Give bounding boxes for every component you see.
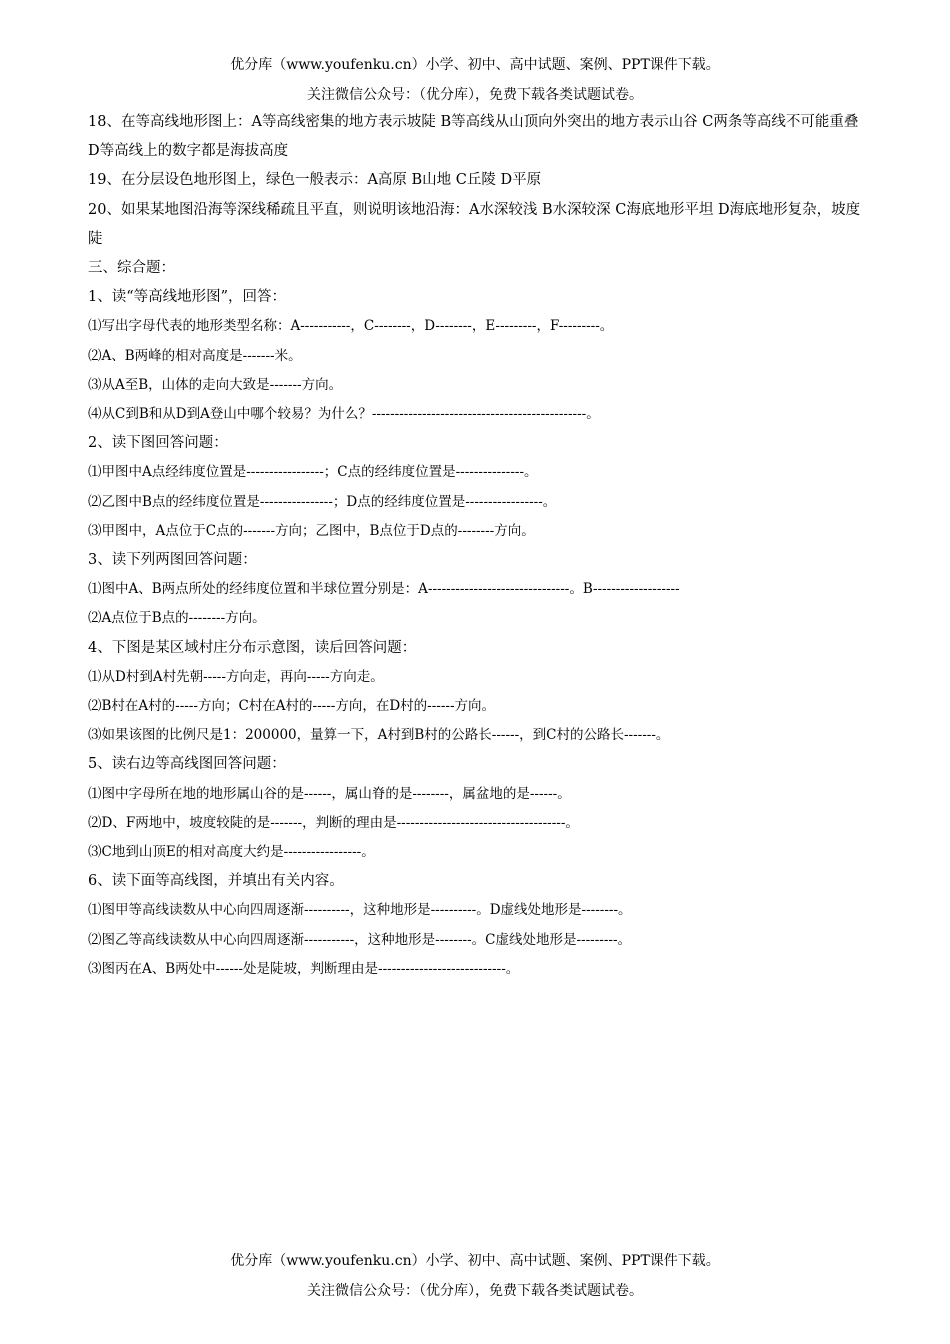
problem-6-part-1: ⑴图甲等高线读数从中心向四周逐渐----------，这种地形是----------。D虚线处地形是--------。 [88, 902, 632, 919]
footer-line-1: 优分库（www.youfenku.cn）小学、初中、高中试题、案例、PPT课件下载。 [230, 1253, 720, 1269]
problem-5-part-3: ⑶C地到山顶E的相对高度大约是-----------------。 [88, 844, 375, 861]
problem-4-part-1: ⑴从D村到A村先朝-----方向走，再向-----方向走。 [88, 668, 384, 685]
problem-2-part-1: ⑴甲图中A点经纬度位置是-----------------；C点的经纬度位置是---------------。 [88, 464, 538, 481]
problem-1-part-2: ⑵A、B两峰的相对高度是-------米。 [88, 347, 302, 364]
section-heading: 三、综合题： [88, 260, 175, 277]
footer-line-2: 关注微信公众号：（优分库），免费下载各类试题试卷。 [307, 1283, 643, 1299]
problem-5-part-2: ⑵D、F两地中，坡度较陡的是-------，判断的理由是-------------------------------------。 [88, 814, 579, 831]
problem-3-title: 3、读下列两图回答问题： [88, 552, 257, 569]
problem-6-part-3: ⑶图丙在A、B两处中------处是陡坡，判断理由是----------------------------。 [88, 960, 520, 977]
document-body [88, 108, 868, 984]
problem-1-part-4: ⑷从C到B和从D到A登山中哪个较易？为什么？-----------------------------------------------。 [88, 406, 600, 423]
problem-5-part-1: ⑴图中字母所在地的地形属山谷的是------，属山脊的是--------，属盆地的是------。 [88, 785, 571, 802]
problem-1-part-3: ⑶从A至B，山体的走向大致是-------方向。 [88, 376, 343, 393]
problem-5-title: 5、读右边等高线图回答问题： [88, 756, 286, 773]
problem-1-part-1: ⑴写出字母代表的地形类型名称：A-----------，C--------，D--------，E---------，F---------。 [88, 318, 614, 335]
problem-2-part-2: ⑵乙图中B点的经纬度位置是----------------；D点的经纬度位置是-----------------。 [88, 493, 557, 510]
problem-4-title: 4、下图是某区域村庄分布示意图，读后回答问题： [88, 639, 417, 656]
question-20: 20、如果某地图沿海等深线稀疏且平直，则说明该地沿海：A水深较浅 B水深较深 C海底地形平坦 D海底地形复杂，坡度陡 [88, 201, 861, 247]
question-19: 19、在分层设色地形图上，绿色一般表示：A高原 B山地 C丘陵 D平原 [88, 172, 542, 189]
problem-6-title: 6、读下面等高线图，并填出有关内容。 [88, 873, 344, 890]
problem-2-part-3: ⑶甲图中，A点位于C点的-------方向；乙图中，B点位于D点的--------方向。 [88, 522, 535, 539]
problem-4-part-2: ⑵B村在A村的-----方向；C村在A村的-----方向，在D村的------方向。 [88, 698, 496, 715]
problem-1-title: 1、读“等高线地形图”，回答： [88, 289, 287, 306]
problem-6-part-2: ⑵图乙等高线读数从中心向四周逐渐-----------，这种地形是--------。C虚线处地形是---------。 [88, 931, 632, 948]
problem-4-part-3: ⑶如果该图的比例尺是1：200000，量算一下，A村到B村的公路长------，到C村的公路长-------。 [88, 727, 670, 744]
question-18: 18、在等高线地形图上：A等高线密集的地方表示坡陡 B等高线从山顶向外突出的地方表示山谷 C两条等高线不可能重叠 D等高线上的数字都是海拔高度 [88, 114, 859, 160]
problem-2-title: 2、读下图回答问题： [88, 435, 228, 452]
problem-3-part-1: ⑴图中A、B两点所处的经纬度位置和半球位置分别是：A-------------------------------。B------------------- [88, 581, 680, 598]
header-line-1: 优分库（www.youfenku.cn）小学、初中、高中试题、案例、PPT课件下载。 [230, 57, 720, 73]
problem-3-part-2: ⑵A点位于B点的--------方向。 [88, 610, 266, 627]
header-line-2: 关注微信公众号：（优分库），免费下载各类试题试卷。 [307, 87, 643, 103]
